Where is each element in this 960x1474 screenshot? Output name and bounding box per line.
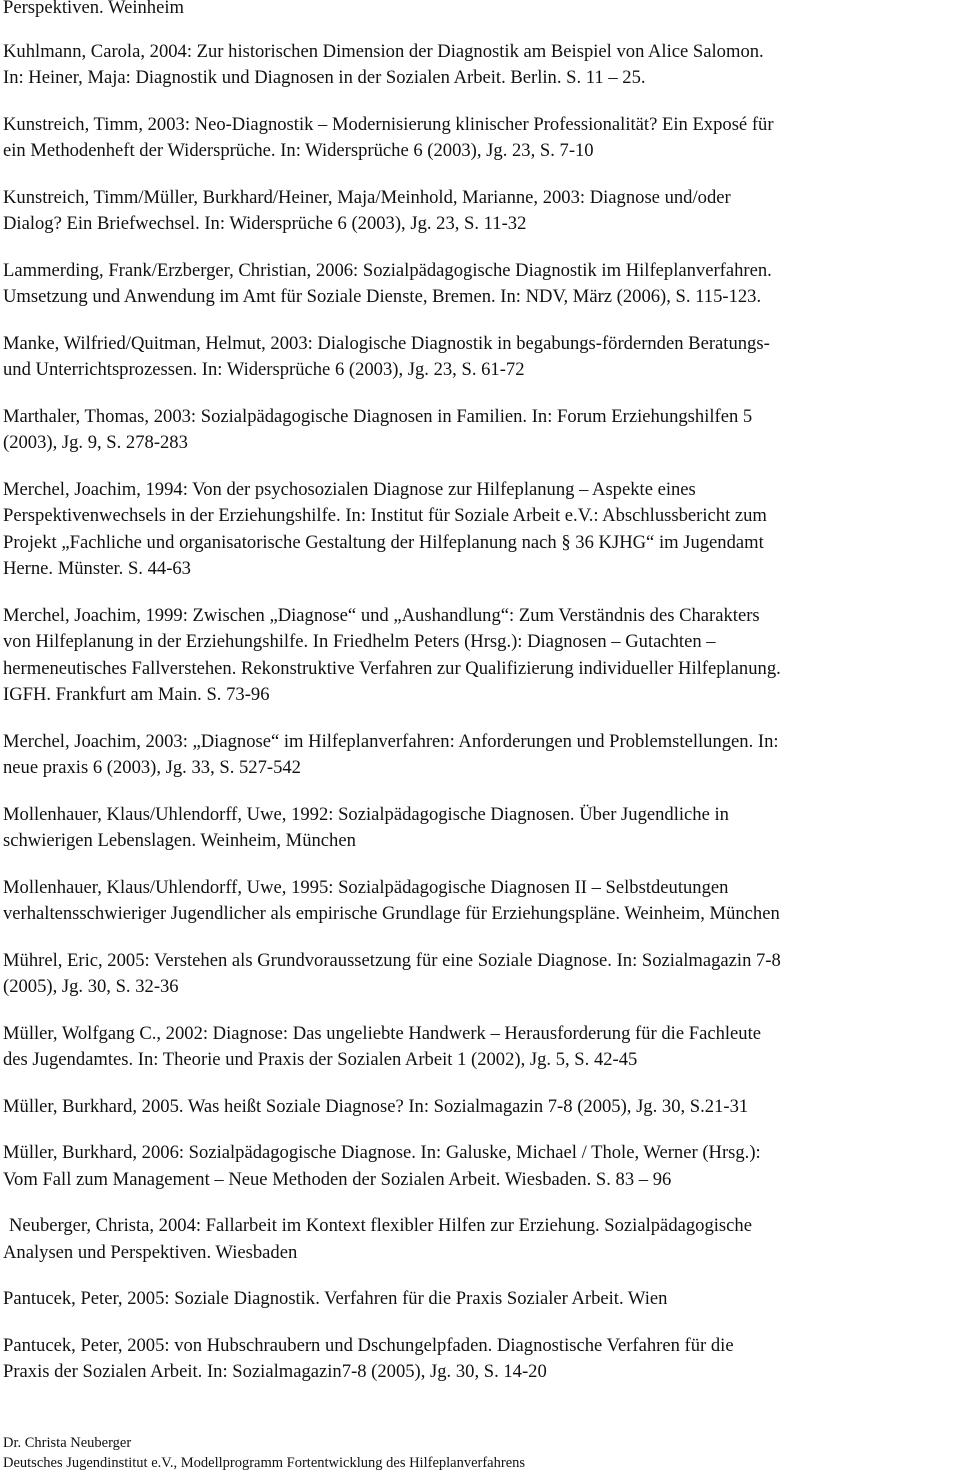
entry-line: Perspektivenwechsels in der Erziehungshilfe. In: Institut für Soziale Arbeit e.V.: Abschlussbericht zum: [3, 505, 767, 526]
entry-line: IGFH. Frankfurt am Main. S. 73-96: [3, 684, 270, 705]
entry-line: Müller, Burkhard, 2006: Sozialpädagogische Diagnose. In: Galuske, Michael / Thole, Werner (Hrsg.):: [3, 1142, 761, 1163]
entry-line: Lammerding, Frank/Erzberger, Christian, 2006: Sozialpädagogische Diagnostik im Hilfeplanverfahren.: [3, 259, 772, 281]
bibliography-entry: [3, 1333, 958, 1386]
bibliography-entry: [3, 39, 958, 92]
entry-line: Merchel, Joachim, 1999: Zwischen „Diagnose“ und „Aushandlung“: Zum Verständnis des Charakters: [3, 604, 760, 626]
bibliography-entry: [3, 948, 958, 1001]
bibliography-entry: [3, 875, 958, 928]
entry-line: des Jugendamtes. In: Theorie und Praxis der Sozialen Arbeit 1 (2002), Jg. 5, S. 42-45: [3, 1049, 638, 1070]
bibliography-entry: [3, 729, 958, 782]
footer-author: Dr. Christa Neuberger: [3, 1435, 132, 1451]
entry-line: Vom Fall zum Management – Neue Methoden der Sozialen Arbeit. Wiesbaden. S. 83 – 96: [3, 1168, 672, 1190]
entry-line: Pantucek, Peter, 2005: Soziale Diagnostik. Verfahren für die Praxis Sozialer Arbeit. Wien: [3, 1288, 668, 1309]
entry-line: neue praxis 6 (2003), Jg. 33, S. 527-542: [3, 757, 301, 778]
bibliography-entry: [3, 477, 958, 583]
entry-line: verhaltensschwieriger Jugendlicher als empirische Grundlage für Erziehungspläne. Weinheim, München: [3, 903, 780, 924]
entry-line: Marthaler, Thomas, 2003: Sozialpädagogische Diagnosen in Familien. In: Forum Erziehungshilfen 5: [3, 405, 753, 427]
bibliography-entry: [3, 1140, 958, 1193]
entry-line: Praxis der Sozialen Arbeit. In: Sozialmagazin7-8 (2005), Jg. 30, S. 14-20: [3, 1361, 547, 1382]
entry-line: schwierigen Lebenslagen. Weinheim, München: [3, 830, 356, 851]
entry-line: Umsetzung und Anwendung im Amt für Soziale Dienste, Bremen. In: NDV, März (2006), S. 115-123.: [3, 286, 762, 307]
bibliography-entry: [3, 0, 958, 22]
bibliography-entry: [3, 1021, 958, 1074]
entry-line: ein Methodenheft der Widersprüche. In: Widersprüche 6 (2003), Jg. 23, S. 7-10: [3, 140, 594, 161]
entry-line: Pantucek, Peter, 2005: von Hubschraubern und Dschungelpfaden. Diagnostische Verfahren für die: [3, 1334, 734, 1356]
entry-line: Merchel, Joachim, 1994: Von der psychosozialen Diagnose zur Hilfeplanung – Aspekte eines: [3, 478, 696, 500]
entry-line: Mührel, Eric, 2005: Verstehen als Grundvoraussetzung für eine Soziale Diagnose. In: Sozialmagazin 7-8: [3, 949, 781, 971]
entry-line: Mollenhauer, Klaus/Uhlendorff, Uwe, 1992: Sozialpädagogische Diagnosen. Über Jugendliche in: [3, 803, 729, 825]
footer-institution: Deutsches Jugendinstitut e.V., Modellprogramm Fortentwicklung des Hilfeplanverfahrens: [3, 1455, 526, 1471]
entry-line: Manke, Wilfried/Quitman, Helmut, 2003: Dialogische Diagnostik in begabungs-fördernden Beratungs-: [3, 332, 770, 354]
entry-line: Müller, Burkhard, 2005. Was heißt Soziale Diagnose? In: Sozialmagazin 7-8 (2005), Jg. 30, S.21-31: [3, 1095, 749, 1117]
entry-line: Merchel, Joachim, 2003: „Diagnose“ im Hilfeplanverfahren: Anforderungen und Problemstellungen. In:: [3, 730, 779, 752]
bibliography-entry: [3, 1286, 958, 1313]
entry-line: von Hilfeplanung in der Erziehungshilfe. In Friedhelm Peters (Hrsg.): Diagnosen – Gutachten –: [3, 631, 716, 652]
entry-line: hermeneutisches Fallverstehen. Rekonstruktive Verfahren zur Qualifizierung individueller Hilfeplanung.: [3, 657, 781, 679]
entry-line: Mollenhauer, Klaus/Uhlendorff, Uwe, 1995: Sozialpädagogische Diagnosen II – Selbstdeutungen: [3, 876, 729, 898]
entry-line: Projekt „Fachliche und organisatorische Gestaltung der Hilfeplanung nach § 36 KJHG“ im Jugendamt: [3, 531, 764, 553]
entry-line: Kuhlmann, Carola, 2004: Zur historischen Dimension der Diagnostik am Beispiel von Alice Salomon.: [3, 40, 764, 62]
entry-line: Kunstreich, Timm/Müller, Burkhard/Heiner, Maja/Meinhold, Marianne, 2003: Diagnose und/oder: [3, 186, 731, 208]
entry-line: Neuberger, Christa, 2004: Fallarbeit im Kontext flexibler Hilfen zur Erziehung. Sozialpädagogische: [9, 1215, 752, 1236]
entry-line: (2005), Jg. 30, S. 32-36: [3, 976, 179, 997]
entry-line: Dialog? Ein Briefwechsel. In: Widersprüche 6 (2003), Jg. 23, S. 11-32: [3, 213, 527, 234]
entry-line: und Unterrichtsprozessen. In: Widersprüche 6 (2003), Jg. 23, S. 61-72: [3, 359, 525, 380]
entry-line: Kunstreich, Timm, 2003: Neo-Diagnostik – Modernisierung klinischer Professionalität? Ein Exposé für: [3, 113, 774, 135]
bibliography-entry: [3, 185, 958, 238]
bibliography-entry: [3, 404, 958, 457]
entry-line: Müller, Wolfgang C., 2002: Diagnose: Das ungeliebte Handwerk – Herausforderung für die Fachleute: [3, 1022, 762, 1044]
bibliography-entry: [3, 1213, 958, 1266]
bibliography-entry: [3, 258, 958, 311]
bibliography-entry: [3, 603, 958, 709]
entry-line: Perspektiven. Weinheim: [3, 0, 184, 18]
entry-line: Analysen und Perspektiven. Wiesbaden: [3, 1241, 298, 1263]
bibliography-entry: [3, 1094, 958, 1121]
page-footer: [3, 1433, 525, 1473]
entry-line: (2003), Jg. 9, S. 278-283: [3, 432, 188, 453]
bibliography-entry: [3, 802, 958, 855]
bibliography-entry: [3, 112, 958, 165]
bibliography-page: [3, 0, 958, 1406]
entry-line: In: Heiner, Maja: Diagnostik und Diagnosen in der Sozialen Arbeit. Berlin. S. 11 – 25.: [3, 67, 646, 88]
bibliography-entry: [3, 331, 958, 384]
entry-line: Herne. Münster. S. 44-63: [3, 558, 191, 579]
